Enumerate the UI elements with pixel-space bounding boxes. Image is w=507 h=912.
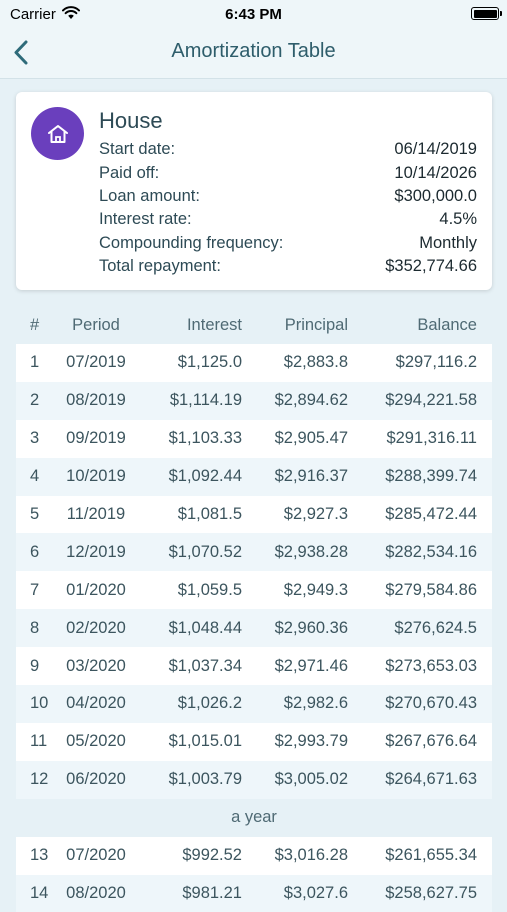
cell-number: 10 [30,694,49,713]
cell-number: 6 [30,542,40,561]
cell-period: 10/2019 [66,467,126,486]
detail-row-compounding [99,232,477,255]
cell-principal: $2,993.79 [274,732,348,751]
cell-interest: $992.52 [182,846,242,865]
detail-label: Compounding frequency: [99,233,284,252]
table-row [16,533,492,571]
header-interest: Interest [186,315,242,334]
cell-principal: $2,938.28 [274,542,348,561]
cell-interest: $1,026.2 [177,694,242,713]
cell-balance: $282,534.16 [385,542,477,561]
cell-number: 1 [30,353,40,372]
cell-principal: $3,027.6 [283,884,348,903]
cell-interest: $1,015.01 [168,732,242,751]
cell-interest: $1,048.44 [168,618,242,637]
cell-balance: $297,116.2 [395,353,477,372]
cell-number: 8 [30,618,40,637]
detail-value: Monthly [419,233,477,252]
cell-balance: $267,676.64 [385,732,477,751]
cell-interest: $1,114.19 [169,391,242,410]
navigation-bar [0,28,507,79]
cell-period: 09/2019 [66,429,126,448]
cell-balance: $288,399.74 [385,467,477,486]
table-body-year-1 [16,344,492,799]
cell-number: 11 [30,732,48,751]
detail-value: $300,000.0 [394,186,477,205]
cell-balance: $273,653.03 [385,656,477,675]
status-bar [0,0,507,28]
cell-interest: $1,092.44 [168,467,242,486]
cell-period: 05/2020 [66,732,126,751]
cell-period: 01/2020 [66,580,126,599]
table-body-year-2 [16,837,492,912]
detail-value: $352,774.66 [385,257,477,276]
detail-label: Interest rate: [99,210,192,229]
cell-period: 04/2020 [66,694,126,713]
cell-principal: $2,982.6 [283,694,348,713]
cell-number: 7 [30,580,40,599]
cell-number: 2 [30,391,40,410]
cell-number: 5 [30,505,40,523]
table-row [16,761,492,799]
cell-period: 08/2019 [66,391,126,410]
loan-name: House [99,108,163,133]
header-principal: Principal [284,315,348,334]
detail-label: Paid off: [99,163,160,182]
cell-balance: $270,670.43 [385,694,477,713]
cell-principal: $2,949.3 [283,580,348,599]
cell-period: 03/2020 [66,656,126,675]
cell-balance: $285,472.44 [385,505,477,523]
detail-row-interest-rate [99,208,477,231]
cell-interest: $1,059.5 [177,580,242,599]
cell-period: 07/2020 [66,846,126,865]
detail-row-total-repayment [99,255,477,278]
table-row [16,837,492,875]
detail-label: Loan amount: [99,186,200,205]
cell-balance: $294,221.58 [385,391,477,410]
cell-number: 14 [30,884,49,903]
header-period: Period [72,315,120,334]
house-icon [31,107,84,160]
table-row [16,647,492,685]
cell-number: 9 [30,656,40,675]
table-row [16,496,492,534]
cell-balance: $279,584.86 [385,580,477,599]
detail-label: Total repayment: [99,257,221,276]
cell-interest: $1,037.34 [168,656,242,675]
cell-interest: $981.21 [182,884,242,903]
table-row [16,382,492,420]
cell-number: 3 [30,429,40,448]
cell-principal: $3,005.02 [274,770,348,789]
cell-number: 12 [30,770,49,789]
cell-principal: $2,916.37 [274,467,348,486]
detail-value: 06/14/2019 [394,140,477,159]
cell-number: 13 [30,846,49,865]
cell-period: 07/2019 [66,353,126,372]
table-row [16,420,492,458]
table-row [16,609,492,647]
detail-row-start-date [99,138,477,161]
cell-principal: $2,894.62 [274,391,348,410]
header-balance: Balance [417,315,477,334]
cell-principal: $2,971.46 [274,656,348,675]
cell-balance: $264,671.63 [385,770,477,789]
loan-details [99,138,477,278]
year-separator: a year [231,808,277,827]
table-row [16,571,492,609]
cell-interest: $1,103.33 [168,429,242,448]
table-row [16,458,492,496]
cell-interest: $1,081.5 [177,505,242,523]
detail-label: Start date: [99,140,176,159]
cell-period: 02/2020 [66,618,126,637]
cell-interest: $1,125.0 [177,353,242,372]
cell-principal: $2,960.36 [274,618,348,637]
header-number: # [30,315,40,334]
cell-principal: $2,927.3 [283,505,348,523]
cell-balance: $291,316.11 [386,429,477,448]
detail-row-loan-amount [99,185,477,208]
page-title: Amortization Table [171,40,336,62]
detail-row-paid-off [99,161,477,184]
detail-value: 4.5% [439,210,477,229]
cell-period: 06/2020 [66,770,126,789]
cell-principal: $2,905.47 [274,429,348,448]
cell-interest: $1,070.52 [168,542,242,561]
cell-period: 12/2019 [66,542,126,561]
detail-value: 10/14/2026 [394,163,477,182]
cell-period: 08/2020 [66,884,126,903]
table-row [16,344,492,382]
clock: 6:43 PM [225,6,282,23]
cell-balance: $276,624.5 [394,618,477,637]
carrier-label: Carrier [10,6,56,23]
cell-principal: $2,883.8 [283,353,348,372]
table-row [16,875,492,912]
cell-period: 11/2019 [66,505,126,523]
table-row [16,723,492,761]
cell-balance: $258,627.75 [385,884,477,903]
cell-principal: $3,016.28 [274,846,348,865]
loan-summary-card [16,92,492,290]
table-row [16,685,492,723]
amortization-table [16,306,492,912]
cell-interest: $1,003.79 [168,770,242,789]
table-header [16,306,492,344]
cell-number: 4 [30,467,40,486]
cell-balance: $261,655.34 [385,846,477,865]
battery-icon [471,7,499,20]
